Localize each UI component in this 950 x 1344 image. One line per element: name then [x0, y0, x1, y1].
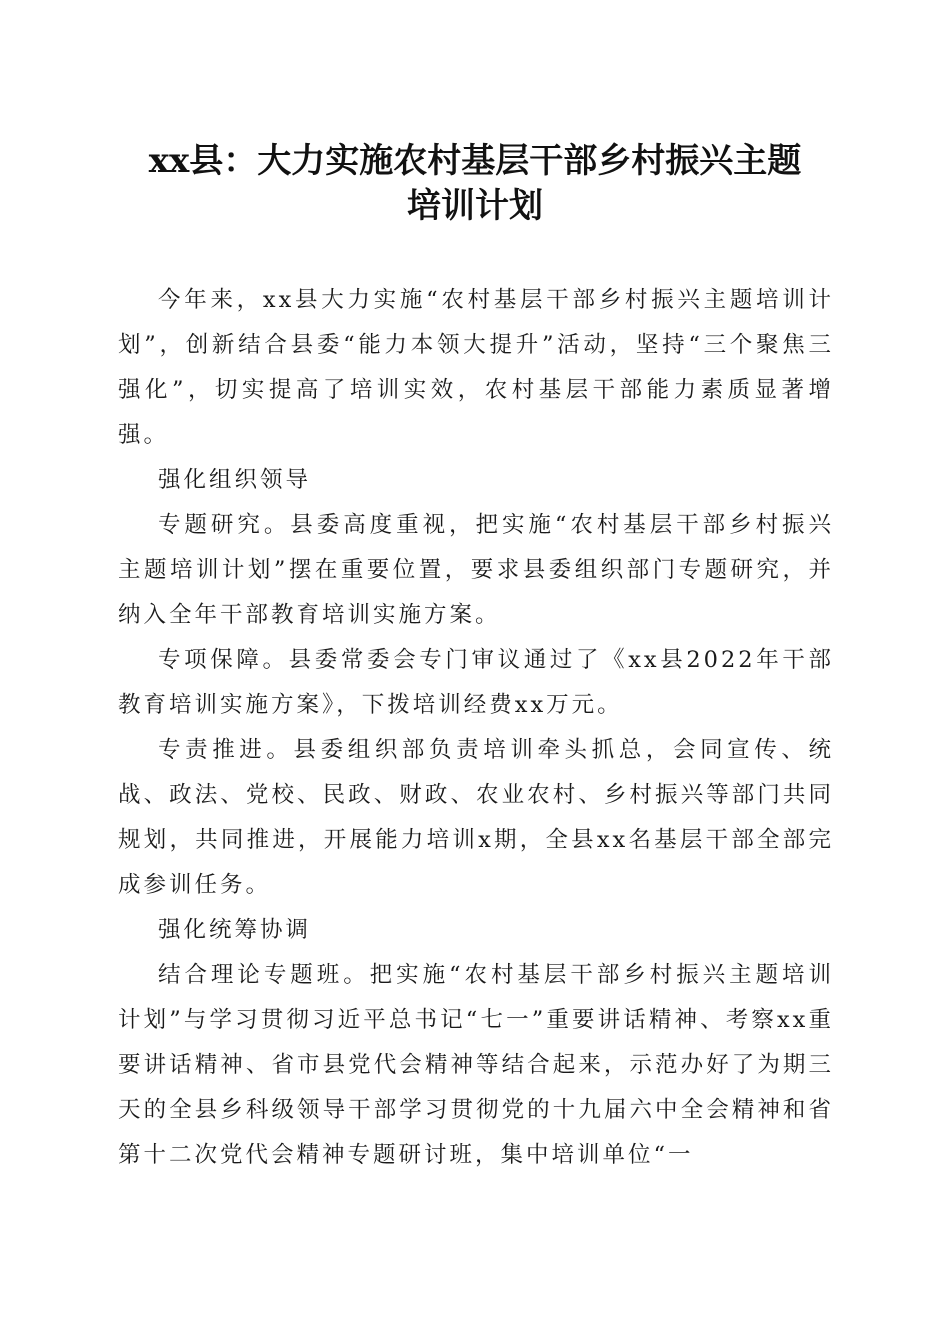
section-heading-coordination: 强化统筹协调	[158, 917, 312, 943]
document-body	[118, 278, 834, 1178]
document-title-line-1: xx县：大力实施农村基层干部乡村振兴主题	[148, 141, 802, 181]
document-title-line-2: 培训计划	[407, 186, 543, 226]
section-heading-organization: 强化组织领导	[158, 467, 312, 493]
paragraph-theory-class: 结合理论专题班。把实施“农村基层干部乡村振兴主题培训计划”与学习贯彻习近平总书记“七一”重要讲话精神、考察xx重要讲话精神、省市县党代会精神等结合起来，示范办好了为期三天的全县乡科级领导干部学习贯彻党的十九届六中全会精神和省第十二次党代会精神专题研讨班，集中培训单位“一	[118, 962, 834, 1168]
paragraph-intro: 今年来，xx县大力实施“农村基层干部乡村振兴主题培训计划”，创新结合县委“能力本领大提升”活动，坚持“三个聚焦三强化”，切实提高了培训实效，农村基层干部能力素质显著增强。	[118, 287, 834, 448]
paragraph-special-research: 专题研究。县委高度重视，把实施“农村基层干部乡村振兴主题培训计划”摆在重要位置，要求县委组织部门专题研究，并纳入全年干部教育培训实施方案。	[118, 512, 834, 628]
paragraph-special-promotion: 专责推进。县委组织部负责培训牵头抓总，会同宣传、统战、政法、党校、民政、财政、农业农村、乡村振兴等部门共同规划，共同推进，开展能力培训x期，全县xx名基层干部全部完成参训任务。	[118, 737, 834, 898]
paragraph-special-guarantee: 专项保障。县委常委会专门审议通过了《xx县2022年干部教育培训实施方案》，下拨培训经费xx万元。	[118, 647, 834, 718]
